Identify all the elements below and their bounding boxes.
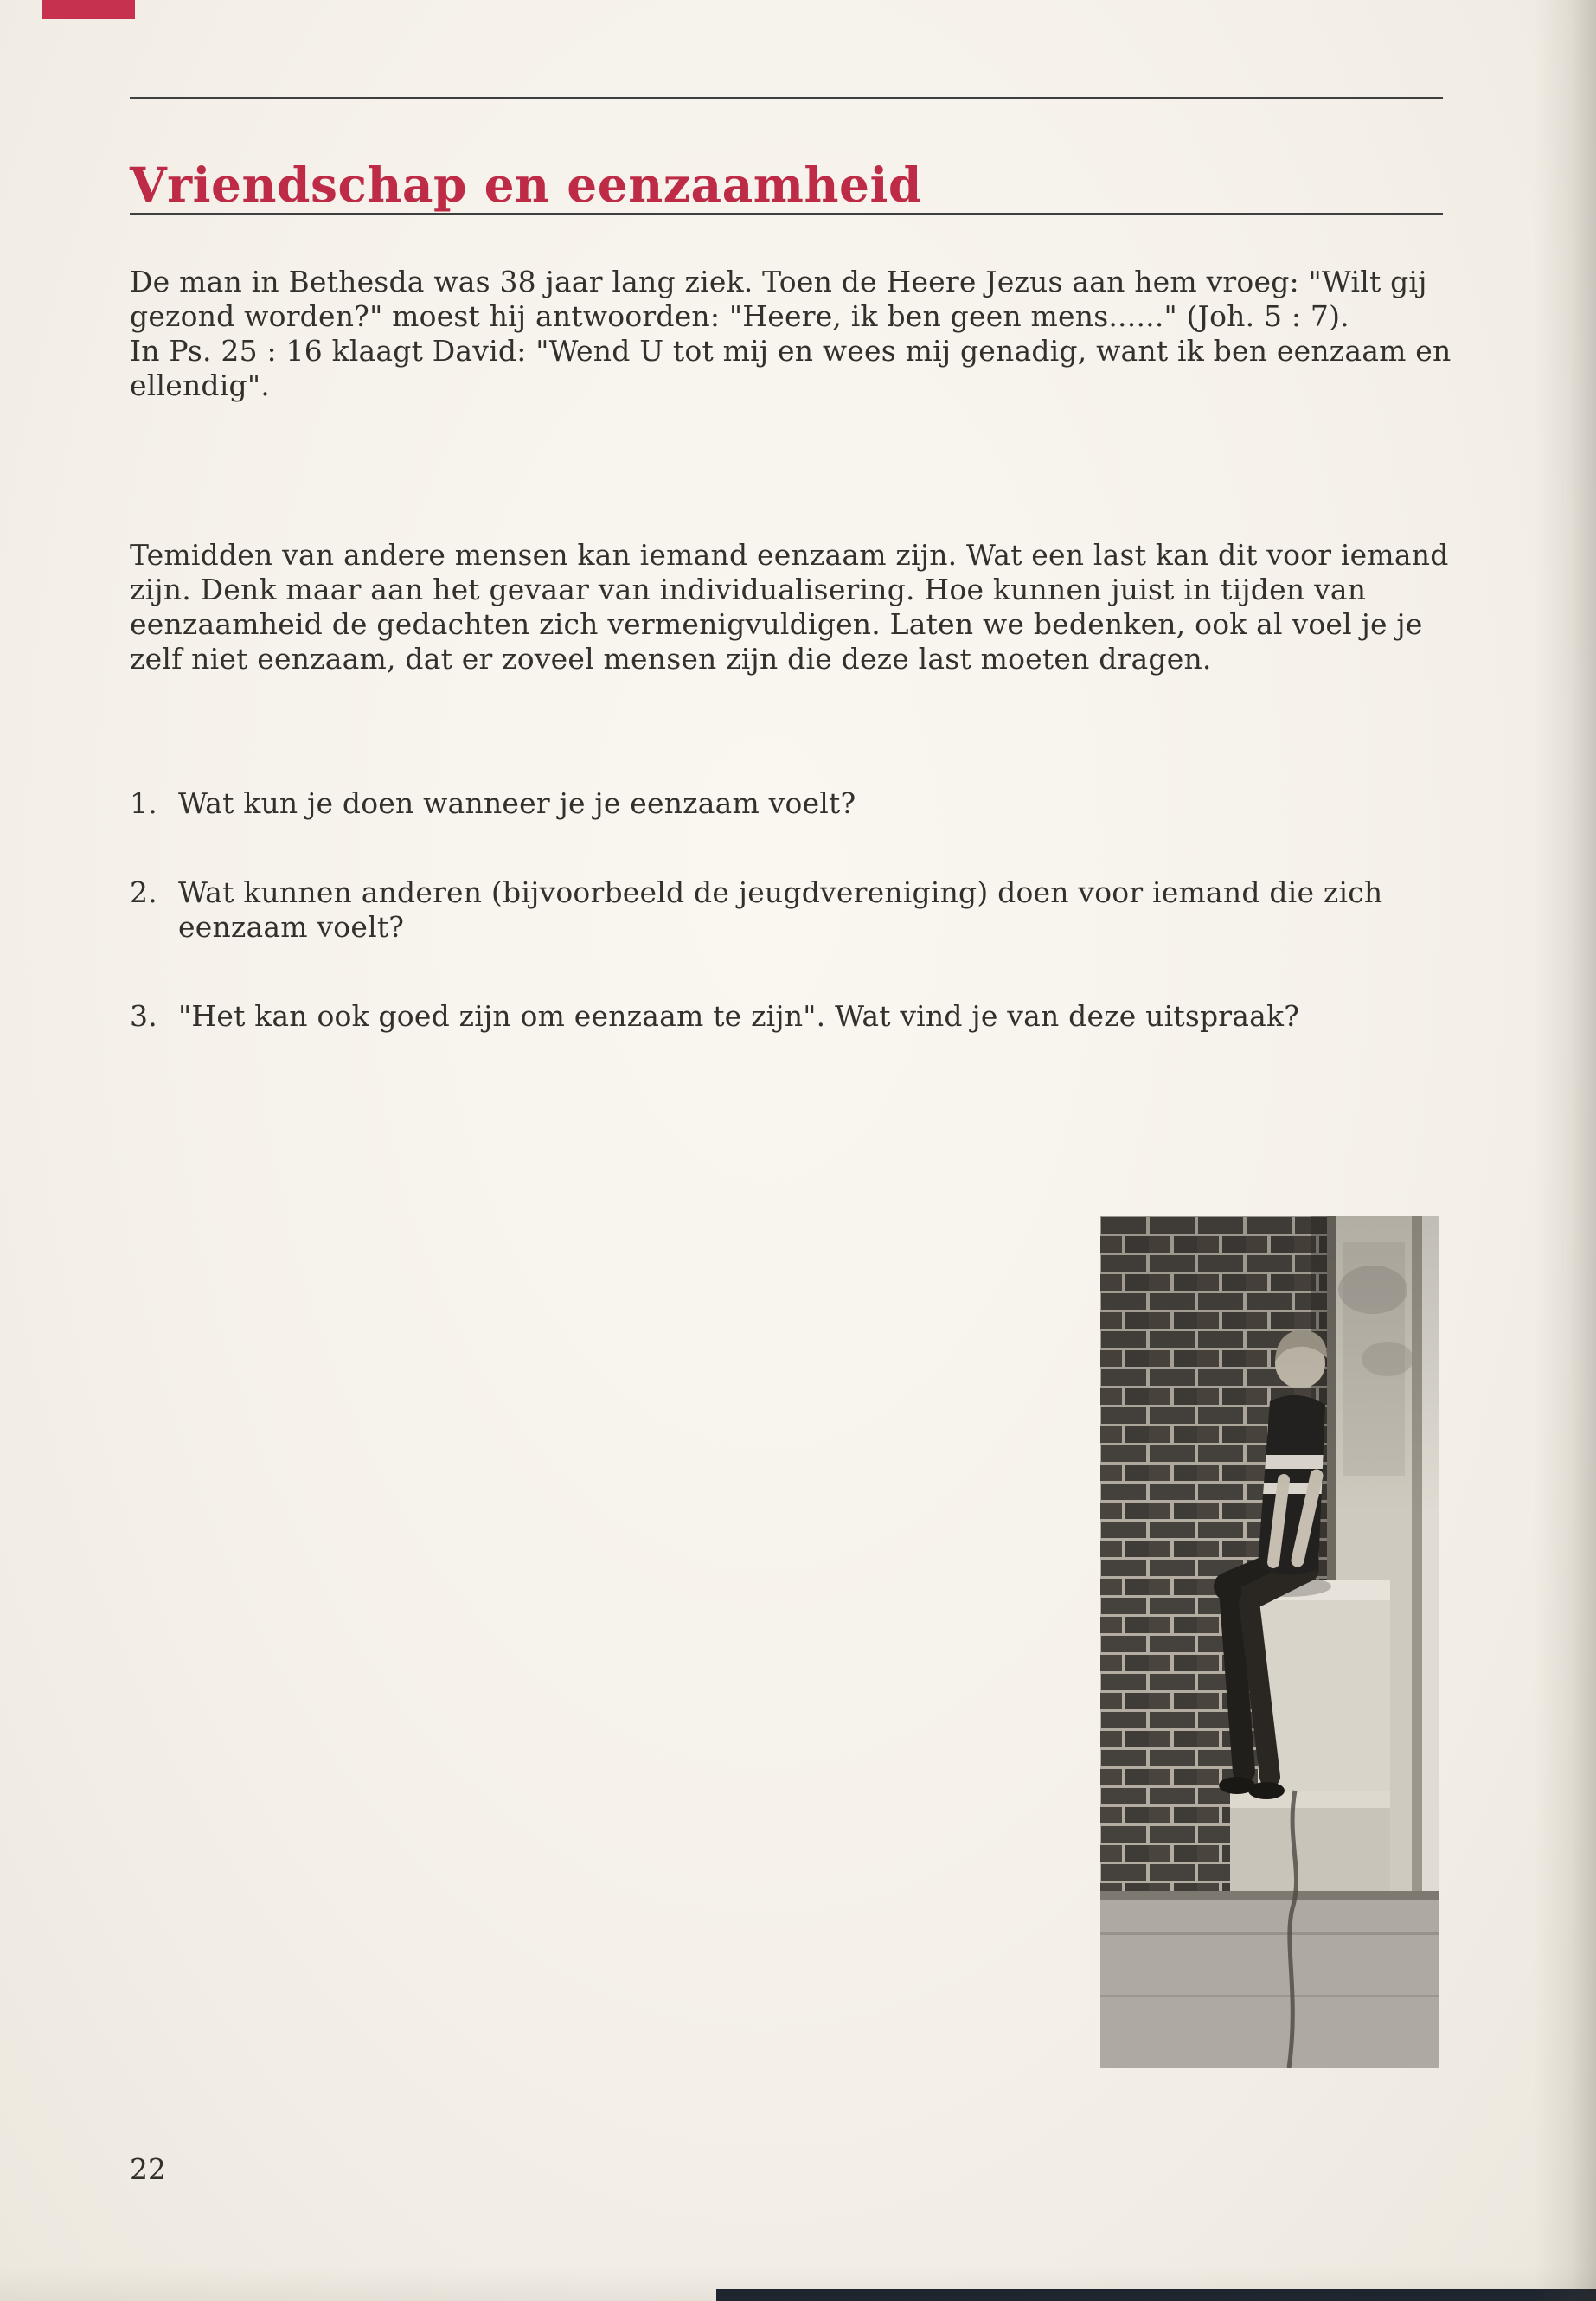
question-number: 3. (130, 999, 157, 1033)
question-number: 2. (130, 875, 157, 909)
question-text: "Het kan ook goed zijn om eenzaam te zijn". Wat vind je van deze uitspraak? (178, 999, 1300, 1033)
paragraph-psalm: In Ps. 25 : 16 klaagt David: "Wend U tot mij en wees mij genadig, want ik ben eenzaam en ellendig". (130, 334, 1452, 402)
scan-red-corner-mark (42, 0, 135, 19)
intro-paragraph-group (130, 265, 1452, 403)
photo-boy-sitting (1100, 1216, 1439, 2068)
paragraph-eenzaamheid: Temidden van andere mensen kan iemand eenzaam zijn. Wat een last kan dit voor iemand zijn. Denk maar aan het gevaar van individualisering. Hoe kunnen juist in tijden van eenzaamheid de gedachten zich vermenigvuldigen. Laten we bedenken, ook al voel je je zelf niet eenzaam, dat er zoveel mensen zijn die deze last moeten dragen. (130, 538, 1449, 676)
question-number: 1. (130, 786, 157, 820)
photo-illustration (1100, 1216, 1439, 2068)
page-number: 22 (130, 2152, 166, 2186)
paragraph-bethesda: De man in Bethesda was 38 jaar lang ziek. Toen de Heere Jezus aan hem vroeg: "Wilt gij gezond worden?" moest hij antwoorden: "Heere, ik ben geen mens......" (Joh. 5 : 7). (130, 265, 1427, 333)
heading-rule-bottom (130, 213, 1443, 215)
page-edge-shadow-bottom (0, 2266, 1596, 2301)
question-list (130, 786, 1452, 1088)
question-item-3 (130, 999, 1452, 1034)
question-text: Wat kunnen anderen (bijvoorbeeld de jeugdvereniging) doen voor iemand die zich eenzaam voelt? (178, 875, 1383, 944)
page-edge-shadow-right (1534, 0, 1596, 2301)
question-text: Wat kun je doen wanneer je je eenzaam voelt? (178, 786, 856, 820)
page-title: Vriendschap en eenzaamheid (130, 156, 922, 213)
heading-rule-top (130, 97, 1443, 99)
question-item-1 (130, 786, 1452, 821)
question-item-2 (130, 875, 1452, 945)
